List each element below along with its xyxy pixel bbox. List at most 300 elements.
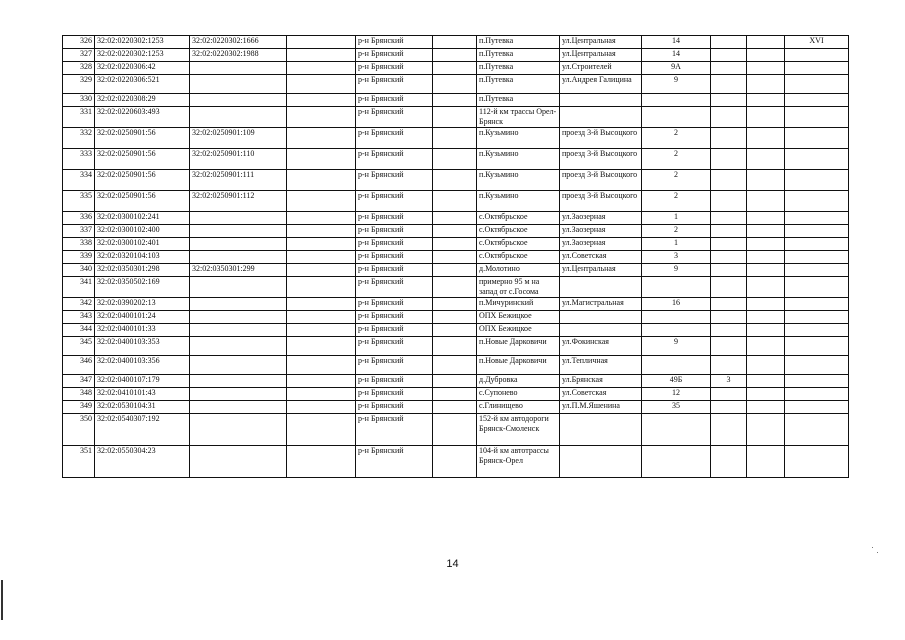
cell-section-mark: [785, 401, 849, 414]
cell-street: ул.Заозерная: [560, 238, 642, 251]
cell-cadastral-number-2: [190, 324, 287, 337]
cell-district: р-н Брянский: [356, 311, 433, 324]
cell-settlement: п.Кузьмино: [477, 191, 560, 212]
cell-district: р-н Брянский: [356, 337, 433, 356]
cell-cadastral-number: 32:02:0350502:169: [95, 277, 190, 298]
cell-street: [560, 107, 642, 128]
cell-building-number: [711, 401, 747, 414]
cell-empty: [287, 170, 356, 191]
cell-section-mark: [785, 170, 849, 191]
cell-house-number: 2: [642, 149, 711, 170]
cell-cadastral-number: 32:02:0220306:42: [95, 62, 190, 75]
cell-cadastral-number-2: [190, 94, 287, 107]
cell-cadastral-number-2: [190, 62, 287, 75]
cell-settlement: с.Глинищево: [477, 401, 560, 414]
cell-street: ул.Фокинская: [560, 337, 642, 356]
cell-section-mark: [785, 446, 849, 478]
cell-house-number: [642, 94, 711, 107]
cell-cadastral-number-2: [190, 298, 287, 311]
cell-cadastral-number: 32:02:0300102:400: [95, 225, 190, 238]
cell-section-mark: [785, 149, 849, 170]
cell-cadastral-number: 32:02:0400103:353: [95, 337, 190, 356]
cell-settlement: с.Супонево: [477, 388, 560, 401]
cell-building-number: [711, 62, 747, 75]
cell-cadastral-number: 32:02:0300102:241: [95, 212, 190, 225]
cell-empty: [287, 128, 356, 149]
cell-district: р-н Брянский: [356, 401, 433, 414]
cell-empty: [747, 225, 785, 238]
cell-house-number: 16: [642, 298, 711, 311]
cell-street: проезд 3-й Высоцкого: [560, 191, 642, 212]
cell-cadastral-number-2: 32:02:0350301:299: [190, 264, 287, 277]
cell-house-number: 2: [642, 170, 711, 191]
cell-cadastral-number-2: 32:02:0220302:1988: [190, 49, 287, 62]
cell-building-number: [711, 128, 747, 149]
cell-empty: [747, 149, 785, 170]
cell-street: [560, 94, 642, 107]
cell-street: проезд 3-й Высоцкого: [560, 149, 642, 170]
cell-empty: [433, 62, 477, 75]
cell-cadastral-number-2: 32:02:0250901:110: [190, 149, 287, 170]
cell-street: ул.Тепличная: [560, 356, 642, 375]
cell-empty: [433, 388, 477, 401]
cell-district: р-н Брянский: [356, 75, 433, 94]
cell-empty: [433, 311, 477, 324]
cell-house-number: 49Б: [642, 375, 711, 388]
cell-row-number: 330: [63, 94, 95, 107]
cell-cadastral-number-2: [190, 337, 287, 356]
cell-building-number: [711, 238, 747, 251]
cell-empty: [433, 414, 477, 446]
cell-cadastral-number: 32:02:0410101:43: [95, 388, 190, 401]
property-register-table: [62, 35, 849, 478]
cell-district: р-н Брянский: [356, 128, 433, 149]
cell-building-number: [711, 107, 747, 128]
cell-street: ул.Магистральная: [560, 298, 642, 311]
cell-section-mark: [785, 62, 849, 75]
cell-row-number: 348: [63, 388, 95, 401]
cell-district: р-н Брянский: [356, 375, 433, 388]
scan-speck: [872, 547, 873, 548]
cell-street: проезд 3-й Высоцкого: [560, 128, 642, 149]
cell-empty: [747, 324, 785, 337]
cell-cadastral-number: 32:02:0550304:23: [95, 446, 190, 478]
cell-settlement: п.Путевка: [477, 75, 560, 94]
cell-empty: [747, 75, 785, 94]
cell-section-mark: [785, 337, 849, 356]
cell-empty: [287, 251, 356, 264]
cell-empty: [747, 311, 785, 324]
table-row: [63, 401, 849, 414]
table-row: [63, 94, 849, 107]
cell-section-mark: [785, 191, 849, 212]
cell-empty: [433, 251, 477, 264]
cell-settlement: п.Кузьмино: [477, 170, 560, 191]
cell-house-number: 1: [642, 238, 711, 251]
cell-section-mark: [785, 75, 849, 94]
table-row: [63, 311, 849, 324]
cell-row-number: 350: [63, 414, 95, 446]
cell-building-number: [711, 191, 747, 212]
cell-section-mark: [785, 277, 849, 298]
cell-cadastral-number-2: [190, 311, 287, 324]
cell-house-number: 9: [642, 264, 711, 277]
cell-empty: [287, 356, 356, 375]
cell-row-number: 344: [63, 324, 95, 337]
cell-cadastral-number: 32:02:0220603:493: [95, 107, 190, 128]
cell-settlement: п.Путевка: [477, 62, 560, 75]
cell-cadastral-number-2: [190, 446, 287, 478]
cell-section-mark: [785, 225, 849, 238]
register-table-body: [63, 36, 849, 478]
cell-section-mark: [785, 298, 849, 311]
table-row: [63, 356, 849, 375]
table-row: [63, 191, 849, 212]
cell-settlement: с.Октябрьское: [477, 212, 560, 225]
cell-empty: [287, 107, 356, 128]
cell-empty: [433, 225, 477, 238]
cell-district: р-н Брянский: [356, 225, 433, 238]
cell-empty: [747, 375, 785, 388]
cell-empty: [287, 298, 356, 311]
cell-street: ул.Заозерная: [560, 225, 642, 238]
cell-empty: [287, 238, 356, 251]
cell-empty: [287, 212, 356, 225]
cell-settlement: п.Кузьмино: [477, 149, 560, 170]
cell-empty: [747, 264, 785, 277]
cell-settlement: п.Новые Дарковичи: [477, 337, 560, 356]
cell-empty: [433, 446, 477, 478]
cell-row-number: 338: [63, 238, 95, 251]
cell-empty: [287, 324, 356, 337]
cell-house-number: [642, 107, 711, 128]
cell-settlement: п.Новые Дарковичи: [477, 356, 560, 375]
cell-empty: [433, 277, 477, 298]
cell-cadastral-number: 32:02:0300102:401: [95, 238, 190, 251]
cell-section-mark: [785, 128, 849, 149]
table-row: [63, 170, 849, 191]
cell-empty: [287, 225, 356, 238]
cell-house-number: 14: [642, 36, 711, 49]
cell-house-number: [642, 311, 711, 324]
table-row: [63, 75, 849, 94]
cell-row-number: 342: [63, 298, 95, 311]
cell-settlement: д.Молотино: [477, 264, 560, 277]
cell-cadastral-number: 32:02:0390202:13: [95, 298, 190, 311]
cell-house-number: 3: [642, 251, 711, 264]
cell-street: ул.Строителей: [560, 62, 642, 75]
cell-building-number: [711, 414, 747, 446]
cell-house-number: 1: [642, 212, 711, 225]
table-row: [63, 324, 849, 337]
cell-cadastral-number-2: [190, 375, 287, 388]
cell-house-number: 12: [642, 388, 711, 401]
cell-cadastral-number-2: [190, 225, 287, 238]
cell-district: р-н Брянский: [356, 264, 433, 277]
cell-district: р-н Брянский: [356, 149, 433, 170]
cell-section-mark: [785, 49, 849, 62]
cell-house-number: [642, 356, 711, 375]
page-number: 14: [446, 558, 459, 570]
cell-row-number: 346: [63, 356, 95, 375]
cell-empty: [287, 311, 356, 324]
cell-row-number: 335: [63, 191, 95, 212]
cell-district: р-н Брянский: [356, 36, 433, 49]
cell-district: р-н Брянский: [356, 107, 433, 128]
cell-district: р-н Брянский: [356, 170, 433, 191]
cell-cadastral-number-2: [190, 107, 287, 128]
cell-cadastral-number-2: [190, 277, 287, 298]
cell-cadastral-number: 32:02:0220306:521: [95, 75, 190, 94]
cell-empty: [747, 191, 785, 212]
cell-building-number: [711, 388, 747, 401]
cell-cadastral-number-2: [190, 238, 287, 251]
cell-empty: [747, 128, 785, 149]
cell-empty: [287, 401, 356, 414]
cell-empty: [747, 277, 785, 298]
cell-district: р-н Брянский: [356, 212, 433, 225]
cell-empty: [433, 94, 477, 107]
cell-building-number: [711, 251, 747, 264]
cell-district: р-н Брянский: [356, 94, 433, 107]
table-row: [63, 388, 849, 401]
cell-building-number: [711, 324, 747, 337]
table-row: [63, 251, 849, 264]
cell-empty: [747, 388, 785, 401]
cell-building-number: [711, 36, 747, 49]
cell-empty: [747, 49, 785, 62]
cell-building-number: [711, 94, 747, 107]
cell-row-number: 340: [63, 264, 95, 277]
table-row: [63, 107, 849, 128]
cell-street: ул.Центральная: [560, 36, 642, 49]
cell-empty: [287, 75, 356, 94]
cell-street: [560, 446, 642, 478]
cell-building-number: [711, 75, 747, 94]
cell-building-number: [711, 356, 747, 375]
table-row: [63, 149, 849, 170]
table-row: [63, 414, 849, 446]
cell-empty: [747, 62, 785, 75]
cell-building-number: [711, 277, 747, 298]
cell-section-mark: [785, 414, 849, 446]
cell-cadastral-number-2: 32:02:0250901:111: [190, 170, 287, 191]
cell-cadastral-number: 32:02:0220302:1253: [95, 49, 190, 62]
cell-street: ул.Брянская: [560, 375, 642, 388]
cell-cadastral-number: 32:02:0250901:56: [95, 149, 190, 170]
cell-row-number: 328: [63, 62, 95, 75]
table-row: [63, 337, 849, 356]
cell-cadastral-number-2: 32:02:0220302:1666: [190, 36, 287, 49]
cell-cadastral-number: 32:02:0350301:298: [95, 264, 190, 277]
cell-building-number: [711, 149, 747, 170]
cell-district: р-н Брянский: [356, 277, 433, 298]
cell-row-number: 332: [63, 128, 95, 149]
table-row: [63, 238, 849, 251]
cell-row-number: 347: [63, 375, 95, 388]
table-row: [63, 264, 849, 277]
cell-settlement: 104-й км автотрассы Брянск-Орел: [477, 446, 560, 478]
cell-house-number: 35: [642, 401, 711, 414]
cell-district: р-н Брянский: [356, 388, 433, 401]
table-row: [63, 62, 849, 75]
cell-empty: [747, 298, 785, 311]
cell-empty: [747, 401, 785, 414]
cell-house-number: [642, 446, 711, 478]
cell-cadastral-number: 32:02:0530104:31: [95, 401, 190, 414]
cell-cadastral-number: 32:02:0400107:179: [95, 375, 190, 388]
cell-cadastral-number-2: [190, 401, 287, 414]
cell-street: проезд 3-й Высоцкого: [560, 170, 642, 191]
cell-house-number: [642, 324, 711, 337]
cell-street: [560, 311, 642, 324]
cell-section-mark: [785, 311, 849, 324]
cell-row-number: 343: [63, 311, 95, 324]
cell-row-number: 339: [63, 251, 95, 264]
cell-settlement: с.Октябрьское: [477, 238, 560, 251]
cell-empty: [433, 324, 477, 337]
cell-settlement: 112-й км трассы Орел-Брянск: [477, 107, 560, 128]
cell-empty: [287, 446, 356, 478]
scan-edge-mark: [1, 580, 3, 620]
cell-settlement: с.Октябрьское: [477, 251, 560, 264]
cell-street: ул.Центральная: [560, 49, 642, 62]
cell-cadastral-number: 32:02:0220308:29: [95, 94, 190, 107]
cell-district: р-н Брянский: [356, 238, 433, 251]
table-row: [63, 375, 849, 388]
cell-row-number: 337: [63, 225, 95, 238]
cell-empty: [747, 414, 785, 446]
cell-cadastral-number-2: [190, 414, 287, 446]
cell-settlement: 152-й км автодороги Брянск-Смоленск: [477, 414, 560, 446]
cell-section-mark: [785, 356, 849, 375]
cell-row-number: 336: [63, 212, 95, 225]
cell-section-mark: [785, 94, 849, 107]
cell-house-number: 9: [642, 337, 711, 356]
cell-empty: [433, 356, 477, 375]
cell-settlement: п.Кузьмино: [477, 128, 560, 149]
cell-district: р-н Брянский: [356, 446, 433, 478]
cell-house-number: 9А: [642, 62, 711, 75]
cell-cadastral-number: 32:02:0250901:56: [95, 191, 190, 212]
cell-cadastral-number-2: [190, 212, 287, 225]
cell-settlement: п.Путевка: [477, 49, 560, 62]
cell-district: р-н Брянский: [356, 251, 433, 264]
cell-empty: [747, 356, 785, 375]
cell-house-number: [642, 414, 711, 446]
table-row: [63, 128, 849, 149]
cell-empty: [287, 149, 356, 170]
cell-settlement: ОПХ Бежицкое: [477, 311, 560, 324]
cell-district: р-н Брянский: [356, 324, 433, 337]
cell-district: р-н Брянский: [356, 414, 433, 446]
cell-empty: [433, 401, 477, 414]
cell-empty: [747, 36, 785, 49]
cell-row-number: 333: [63, 149, 95, 170]
cell-street: [560, 414, 642, 446]
cell-street: ул.Советская: [560, 251, 642, 264]
cell-empty: [433, 170, 477, 191]
cell-settlement: п.Путевка: [477, 36, 560, 49]
cell-empty: [433, 298, 477, 311]
scan-speck: [877, 552, 878, 553]
cell-empty: [747, 251, 785, 264]
cell-cadastral-number: 32:02:0400103:356: [95, 356, 190, 375]
cell-section-mark: [785, 264, 849, 277]
cell-district: р-н Брянский: [356, 62, 433, 75]
cell-building-number: [711, 225, 747, 238]
table-row: [63, 36, 849, 49]
cell-building-number: [711, 264, 747, 277]
cell-empty: [747, 94, 785, 107]
cell-street: [560, 324, 642, 337]
cell-settlement: д.Дубровка: [477, 375, 560, 388]
table-row: [63, 225, 849, 238]
cell-street: [560, 277, 642, 298]
cell-empty: [287, 337, 356, 356]
cell-cadastral-number-2: [190, 75, 287, 94]
cell-building-number: 3: [711, 375, 747, 388]
cell-empty: [747, 238, 785, 251]
cell-building-number: [711, 212, 747, 225]
cell-empty: [287, 49, 356, 62]
cell-house-number: 14: [642, 49, 711, 62]
cell-street: ул.Центральная: [560, 264, 642, 277]
cell-house-number: 2: [642, 225, 711, 238]
cell-row-number: 331: [63, 107, 95, 128]
cell-cadastral-number: 32:02:0250901:56: [95, 170, 190, 191]
cell-cadastral-number-2: 32:02:0250901:112: [190, 191, 287, 212]
cell-cadastral-number: 32:02:0250901:56: [95, 128, 190, 149]
cell-street: ул.Андрея Галицина: [560, 75, 642, 94]
cell-empty: [747, 337, 785, 356]
cell-house-number: 9: [642, 75, 711, 94]
table-row: [63, 212, 849, 225]
cell-building-number: [711, 49, 747, 62]
cell-settlement: п.Мичуринский: [477, 298, 560, 311]
cell-empty: [433, 191, 477, 212]
cell-district: р-н Брянский: [356, 49, 433, 62]
cell-empty: [287, 191, 356, 212]
cell-cadastral-number: 32:02:0320104:103: [95, 251, 190, 264]
cell-empty: [287, 62, 356, 75]
cell-empty: [433, 375, 477, 388]
cell-house-number: 2: [642, 191, 711, 212]
cell-empty: [287, 414, 356, 446]
cell-settlement: примерно 95 м на запад от с.Госома: [477, 277, 560, 298]
cell-empty: [287, 375, 356, 388]
table-row: [63, 49, 849, 62]
cell-empty: [747, 446, 785, 478]
cell-row-number: 327: [63, 49, 95, 62]
cell-row-number: 341: [63, 277, 95, 298]
cell-empty: [433, 149, 477, 170]
table-row: [63, 298, 849, 311]
cell-cadastral-number-2: [190, 251, 287, 264]
cell-empty: [433, 238, 477, 251]
cell-cadastral-number-2: 32:02:0250901:109: [190, 128, 287, 149]
cell-settlement: ОПХ Бежицкое: [477, 324, 560, 337]
cell-section-mark: [785, 212, 849, 225]
cell-empty: [747, 212, 785, 225]
cell-settlement: с.Октябрьское: [477, 225, 560, 238]
cell-empty: [433, 107, 477, 128]
cell-row-number: 326: [63, 36, 95, 49]
cell-cadastral-number: 32:02:0540307:192: [95, 414, 190, 446]
cell-cadastral-number: 32:02:0400101:33: [95, 324, 190, 337]
cell-section-mark: XVI: [785, 36, 849, 49]
cell-empty: [433, 128, 477, 149]
